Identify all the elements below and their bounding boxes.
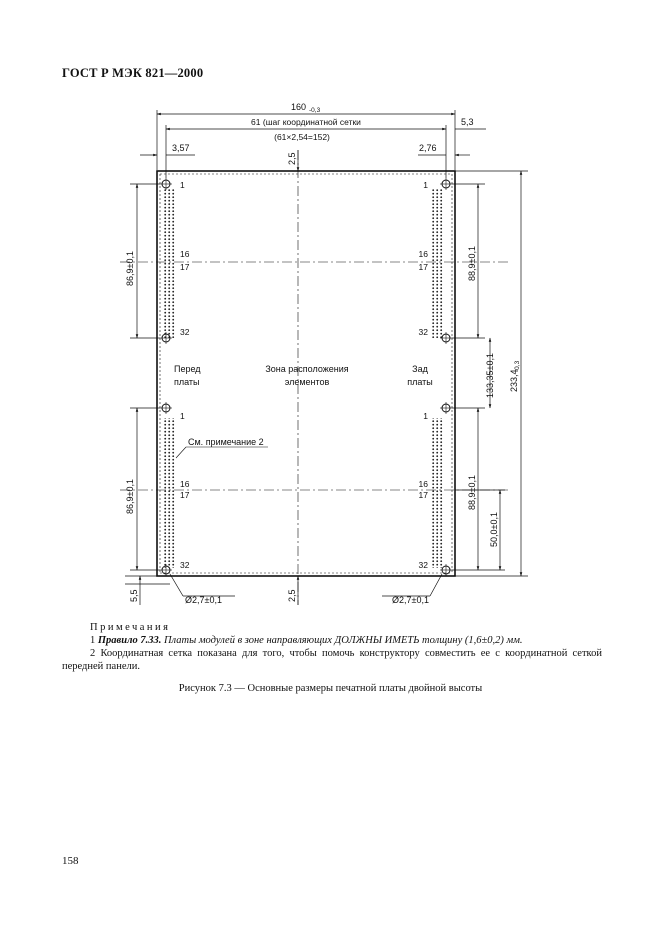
notes-title: Примечания [90, 622, 171, 633]
back-label: Зад [412, 364, 428, 374]
pin-label: 16 [180, 479, 190, 489]
dim-hole-left: Ø2,7±0,1 [185, 595, 222, 605]
zone-label: элементов [284, 377, 330, 387]
see-note-label: См. примечание 2 [188, 437, 264, 447]
pin-label: 32 [180, 327, 190, 337]
connector-field-left-lower [163, 418, 176, 568]
note-2: 2 Координатная сетка показана для того, чтобы помочь конструктору совместить ее с координатной сеткой передней панели. [62, 648, 602, 672]
pin-label: 17 [180, 490, 190, 500]
pin-label: 16 [180, 249, 190, 259]
dim-bottom-left: 5,5 [129, 589, 139, 602]
dim-span-right-upper: 88,9±0,1 [467, 246, 477, 281]
pin-label: 1 [180, 411, 185, 421]
pin-label: 16 [418, 479, 428, 489]
zone-label: Зона расположения [265, 364, 349, 374]
page-number: 158 [62, 855, 79, 867]
pin-label: 32 [418, 560, 428, 570]
dim-span-left-lower: 86,9±0,1 [125, 479, 135, 514]
figure-caption: Рисунок 7.3 — Основные размеры печатной платы двойной высоты [178, 683, 483, 694]
pin-label: 1 [423, 411, 428, 421]
front-label: платы [174, 377, 200, 387]
pin-label: 16 [418, 249, 428, 259]
dim-width-tolerance: -0,3 [309, 107, 321, 114]
dim-left-offset: 3,57 [172, 143, 190, 153]
dim-top-margin: 2,5 [287, 152, 297, 165]
dim-span-left-upper: 86,9±0,1 [125, 251, 135, 286]
pin-label: 1 [423, 180, 428, 190]
dim-grid-line1: 61 (шаг координатной сетки [251, 117, 361, 127]
pin-label: 17 [180, 262, 190, 272]
front-label: Перед [174, 364, 201, 374]
connector-field-right-lower [431, 418, 444, 568]
note-1-number: 1 [90, 635, 96, 646]
note-1 [62, 634, 602, 647]
note-1-rule: Правило 7.33. [97, 635, 162, 646]
dim-hole-right: Ø2,7±0,1 [392, 595, 429, 605]
pin-label: 32 [180, 560, 190, 570]
dim-rail-span: 133,35±0,1 [485, 353, 495, 398]
dim-right-offset: 5,3 [461, 117, 474, 127]
dim-height-total: 233,4 [509, 369, 519, 392]
connector-field-right-upper [431, 188, 444, 338]
pin-label: 1 [180, 180, 185, 190]
pin-label: 17 [418, 262, 428, 272]
dim-span-right-lower: 88,9±0,1 [467, 475, 477, 510]
dim-right-pitch: 2,76 [419, 143, 437, 153]
pin-label: 32 [418, 327, 428, 337]
dim-bottom-margin: 2,5 [287, 589, 297, 602]
dim-lower-offset: 50,0±0,1 [489, 512, 499, 547]
notes-block [62, 621, 602, 673]
note-1-text: Платы модулей в зоне направляющих ДОЛЖНЫ ИМЕТЬ толщину (1,6±0,2) мм. [163, 635, 523, 646]
back-label: платы [407, 377, 433, 387]
dim-grid-line2: (61×2,54=152) [274, 132, 330, 142]
dim-height-tolerance: -0,3 [514, 360, 521, 372]
document-header: ГОСТ Р МЭК 821—2000 [62, 66, 204, 80]
dim-width-total: 160 [291, 102, 307, 112]
connector-field-left-upper [163, 188, 176, 338]
pin-label: 17 [418, 490, 428, 500]
